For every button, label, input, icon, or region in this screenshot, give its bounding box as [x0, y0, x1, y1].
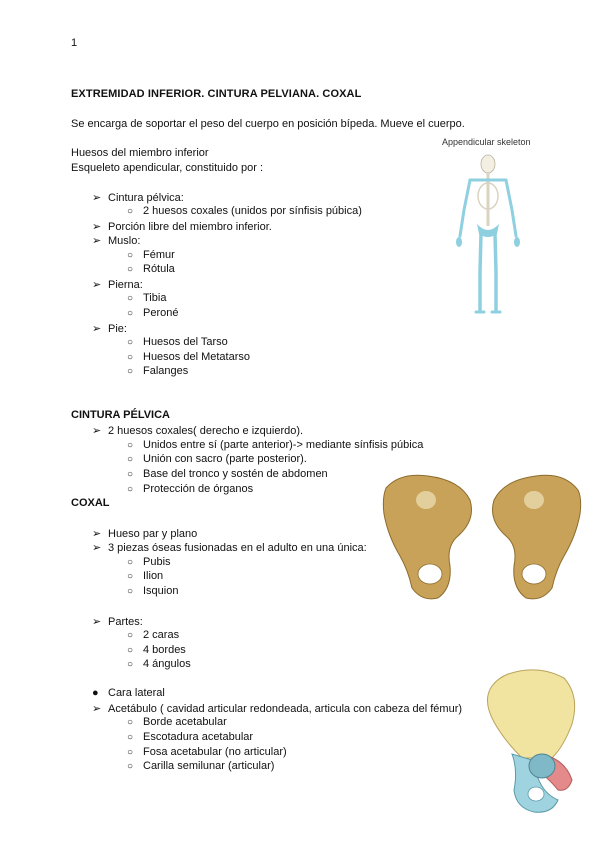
list-item: ○ Huesos del Tarso — [127, 336, 228, 348]
page-number: 1 — [71, 37, 78, 49]
intro-text: Se encarga de soportar el peso del cuerpo en posición bípeda. Mueve el cuerpo. — [71, 118, 465, 130]
circle-bullet-icon: ○ — [127, 586, 134, 597]
figure-caption: Appendicular skeleton — [442, 137, 531, 147]
arrow-bullet-icon: ➢ — [92, 235, 102, 247]
list-item: ○ 4 ángulos — [127, 658, 191, 670]
list-item: ○ Rótula — [127, 263, 175, 275]
list-item: ➢ Cintura pélvica: — [92, 192, 184, 204]
circle-bullet-icon: ○ — [127, 645, 134, 656]
left-leg — [480, 234, 481, 310]
coxal-right-highlight — [524, 491, 544, 509]
acetabulum — [529, 754, 555, 778]
circle-bullet-icon: ○ — [127, 747, 134, 758]
esqueleto-line: Esqueleto apendicular, constituido por : — [71, 162, 264, 174]
arrow-bullet-icon: ➢ — [92, 221, 102, 233]
circle-bullet-icon: ○ — [127, 308, 134, 319]
list-item: ● Cara lateral — [92, 687, 165, 699]
skull — [481, 155, 495, 173]
list-item: ➢ Porción libre del miembro inferior. — [92, 221, 272, 233]
list-item: ○ Pubis — [127, 556, 171, 568]
circle-bullet-icon: ○ — [127, 630, 134, 641]
list-item: ○ 2 caras — [127, 629, 180, 641]
right-hand — [514, 237, 520, 247]
list-item: ○ Borde acetabular — [127, 716, 227, 728]
arrow-bullet-icon: ➢ — [92, 279, 102, 291]
list-item: ○ Protección de órganos — [127, 483, 254, 495]
list-item: ➢ 2 huesos coxales( derecho e izquierdo). — [92, 425, 304, 437]
circle-bullet-icon: ○ — [127, 366, 134, 377]
section-heading-coxal: COXAL — [71, 497, 110, 509]
list-item: ➢ 3 piezas óseas fusionadas en el adulto en una única: — [92, 542, 367, 554]
coxal-bones-photo — [378, 470, 586, 605]
list-item: ○ Huesos del Metatarso — [127, 351, 250, 363]
obturator-foramen — [528, 787, 544, 801]
list-item: ➢ Hueso par y plano — [92, 528, 198, 540]
list-item: ○ Tibia — [127, 292, 167, 304]
circle-bullet-icon: ○ — [127, 250, 134, 261]
arrow-bullet-icon: ➢ — [92, 528, 102, 540]
arrow-bullet-icon: ➢ — [92, 703, 102, 715]
arrow-bullet-icon: ➢ — [92, 192, 102, 204]
circle-bullet-icon: ○ — [127, 293, 134, 304]
arrow-bullet-icon: ➢ — [92, 323, 102, 335]
list-item: ➢ Pie: — [92, 323, 127, 335]
page-title: EXTREMIDAD INFERIOR. CINTURA PELVIANA. COXAL — [71, 88, 362, 100]
circle-bullet-icon: ○ — [127, 732, 134, 743]
circle-bullet-icon: ○ — [127, 571, 134, 582]
ilium-region — [487, 670, 574, 758]
circle-bullet-icon: ○ — [127, 484, 134, 495]
arrow-bullet-icon: ➢ — [92, 542, 102, 554]
left-arm — [460, 180, 470, 236]
list-item: ➢ Acetábulo ( cavidad articular redondeada, articula con cabeza del fémur) — [92, 703, 463, 715]
left-hand — [456, 237, 462, 247]
list-item: ○ Base del tronco y sostén de abdomen — [127, 468, 328, 480]
list-item: ➢ Pierna: — [92, 279, 143, 291]
list-item: ○ Peroné — [127, 307, 179, 319]
right-arm — [506, 180, 516, 236]
section-heading-cintura: CINTURA PÉLVICA — [71, 409, 170, 421]
circle-bullet-icon: ○ — [127, 659, 134, 670]
circle-bullet-icon: ○ — [127, 469, 134, 480]
arrow-bullet-icon: ➢ — [92, 616, 102, 628]
circle-bullet-icon: ○ — [127, 206, 134, 217]
list-item: ○ Unidos entre sí (parte anterior)-> mediante sínfisis púbica — [127, 439, 424, 451]
list-item: ○ Isquion — [127, 585, 179, 597]
list-item: ○ Fémur — [127, 249, 175, 261]
list-item: ○ Ilion — [127, 570, 164, 582]
coxal-left-highlight — [416, 491, 436, 509]
circle-bullet-icon: ○ — [127, 454, 134, 465]
circle-bullet-icon: ○ — [127, 440, 134, 451]
circle-bullet-icon: ○ — [127, 761, 134, 772]
list-item: ○ Carilla semilunar (articular) — [127, 760, 275, 772]
list-item: ➢ Muslo: — [92, 235, 141, 247]
list-item: ○ Falanges — [127, 365, 189, 377]
obturator-foramen-right — [522, 564, 546, 584]
circle-bullet-icon: ○ — [127, 717, 134, 728]
circle-bullet-icon: ○ — [127, 264, 134, 275]
appendicular-skeleton-figure — [448, 152, 528, 320]
list-item: ○ 4 bordes — [127, 644, 186, 656]
dot-bullet-icon: ● — [92, 687, 99, 699]
huesos-title: Huesos del miembro inferior — [71, 147, 209, 159]
circle-bullet-icon: ○ — [127, 352, 134, 363]
circle-bullet-icon: ○ — [127, 337, 134, 348]
list-item: ➢ Partes: — [92, 616, 143, 628]
list-item: ○ Fosa acetabular (no articular) — [127, 746, 287, 758]
list-item: ○ Unión con sacro (parte posterior). — [127, 453, 307, 465]
coxal-colored-illustration — [478, 666, 582, 816]
arrow-bullet-icon: ➢ — [92, 425, 102, 437]
right-leg — [495, 234, 496, 310]
obturator-foramen-left — [418, 564, 442, 584]
list-item: ○ 2 huesos coxales (unidos por sínfisis púbica) — [127, 205, 362, 217]
list-item: ○ Escotadura acetabular — [127, 731, 254, 743]
circle-bullet-icon: ○ — [127, 557, 134, 568]
